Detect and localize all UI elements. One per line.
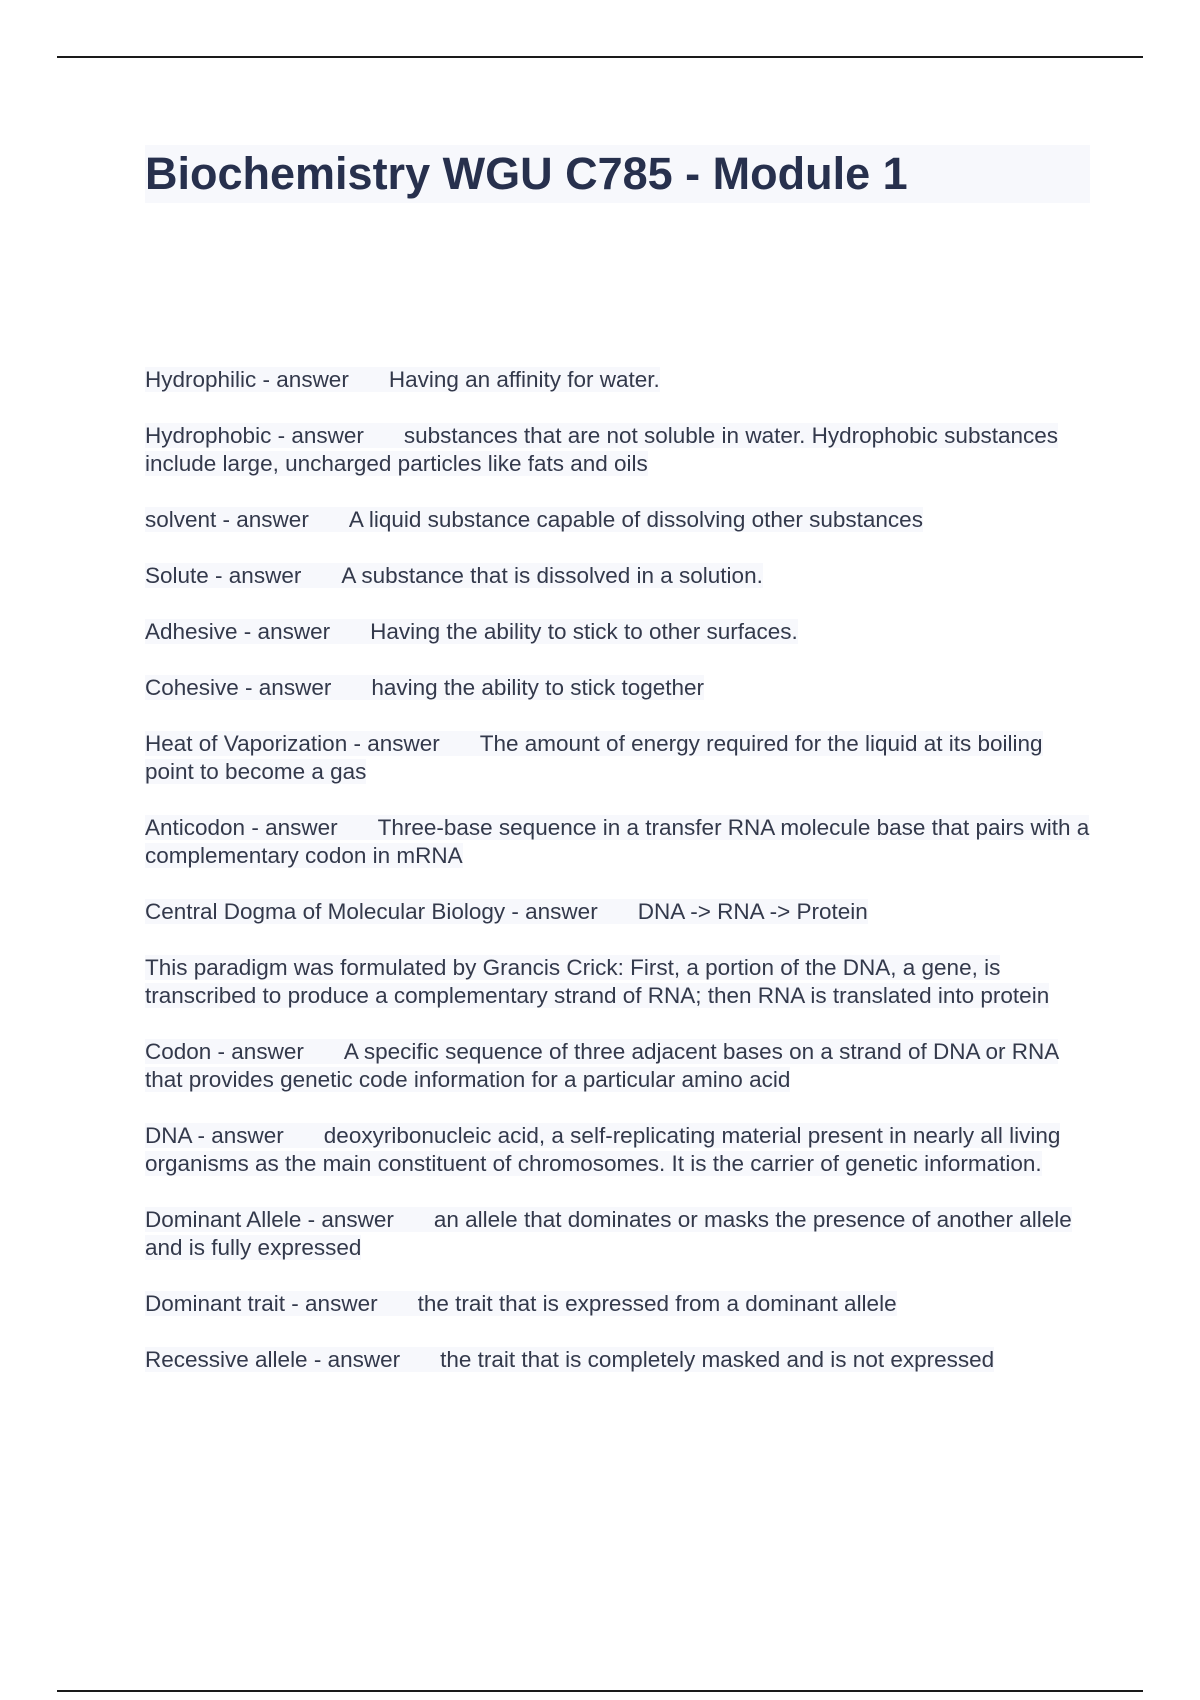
- entry-term: Hydrophobic - answer: [145, 423, 364, 448]
- bottom-rule: [57, 1690, 1143, 1692]
- entry-definition: A substance that is dissolved in a solution.: [341, 563, 763, 588]
- entry-definition: Having an affinity for water.: [388, 367, 660, 392]
- entry-term: DNA - answer: [145, 1123, 284, 1148]
- entry-definition: DNA -> RNA -> Protein: [637, 899, 868, 924]
- entry-definition: having the ability to stick together: [371, 675, 705, 700]
- entry-definition: Having the ability to stick to other surfaces.: [370, 619, 798, 644]
- flashcard-list: [145, 366, 1090, 1402]
- entry-term: solvent - answer: [145, 507, 309, 532]
- entry-definition: A specific sequence of three adjacent bases on a strand of DNA or RNA that provides genetic code information for a particular amino acid: [145, 1039, 1059, 1092]
- entry-dna: [145, 1122, 1090, 1178]
- entry-term: Recessive allele - answer: [145, 1347, 401, 1372]
- entry-cohesive: [145, 674, 1090, 702]
- entry-definition: an allele that dominates or masks the presence of another allele and is fully expressed: [145, 1207, 1072, 1260]
- entry-dominant-trait: [145, 1290, 1090, 1318]
- entry-term: Solute - answer: [145, 563, 302, 588]
- document-title: Biochemistry WGU C785 - Module 1: [145, 145, 1090, 203]
- entry-definition: the trait that is expressed from a dominant allele: [417, 1291, 897, 1316]
- entry-term: Central Dogma of Molecular Biology - answer: [145, 899, 598, 924]
- entry-definition: Three-base sequence in a transfer RNA molecule base that pairs with a complementary codon in mRNA: [145, 815, 1090, 868]
- entry-dominant-allele: [145, 1206, 1090, 1262]
- entry-term: Adhesive - answer: [145, 619, 331, 644]
- entry-codon: [145, 1038, 1090, 1094]
- entry-definition: the trait that is completely masked and is not expressed: [440, 1347, 995, 1372]
- entry-definition: This paradigm was formulated by Grancis Crick: First, a portion of the DNA, a gene, is transcribed to produce a complementary strand of RNA; then RNA is translated into protein: [145, 955, 1050, 1008]
- entry-solvent: [145, 506, 1090, 534]
- entry-hydrophilic: [145, 366, 1090, 394]
- entry-adhesive: [145, 618, 1090, 646]
- entry-term: Dominant trait - answer: [145, 1291, 378, 1316]
- top-rule: [57, 56, 1143, 58]
- entry-term: Anticodon - answer: [145, 815, 338, 840]
- entry-term: Codon - answer: [145, 1039, 304, 1064]
- entry-central-dogma: [145, 898, 1090, 926]
- entry-definition: deoxyribonucleic acid, a self-replicating material present in nearly all living organisms as the main constituent of chromosomes. It is the carrier of genetic information.: [145, 1123, 1061, 1176]
- entry-term: Cohesive - answer: [145, 675, 332, 700]
- entry-central-dogma-note: [145, 954, 1090, 1010]
- entry-term: Dominant Allele - answer: [145, 1207, 394, 1232]
- entry-anticodon: [145, 814, 1090, 870]
- entry-definition: A liquid substance capable of dissolving other substances: [348, 507, 923, 532]
- entry-definition: substances that are not soluble in water. Hydrophobic substances include large, uncharged particles like fats and oils: [145, 423, 1058, 476]
- entry-term: Heat of Vaporization - answer: [145, 731, 440, 756]
- entry-solute: [145, 562, 1090, 590]
- entry-term: Hydrophilic - answer: [145, 367, 349, 392]
- entry-heat-of-vaporization: [145, 730, 1090, 786]
- entry-recessive-allele: [145, 1346, 1090, 1374]
- entry-hydrophobic: [145, 422, 1090, 478]
- entry-definition: The amount of energy required for the liquid at its boiling point to become a gas: [145, 731, 1043, 784]
